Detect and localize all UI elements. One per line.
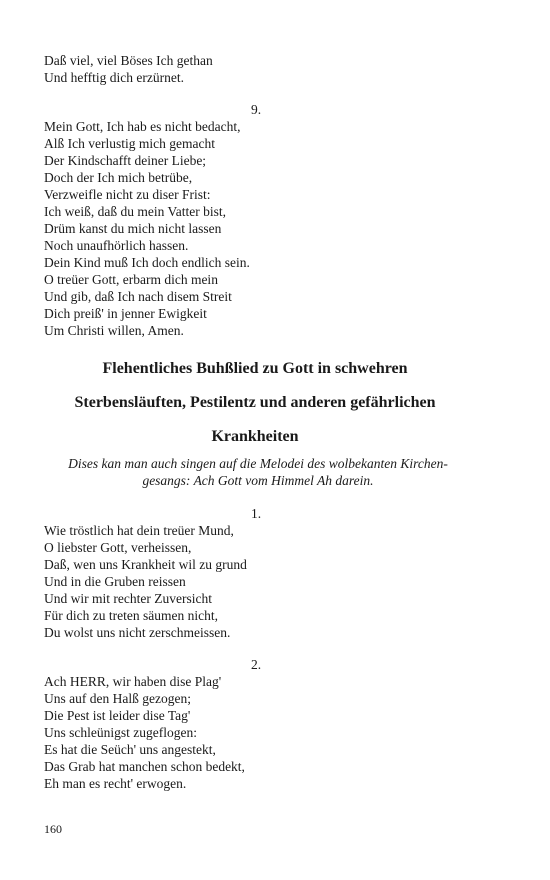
verse-line: Alß Ich verlustig mich gemacht (44, 136, 215, 151)
song-title-line-2: Sterbensläuften, Pestilentz und anderen gefährlichen (74, 394, 436, 411)
verse-line: Drüm kanst du mich nicht lassen (44, 221, 222, 236)
verse-line: Doch der Ich mich betrübe, (44, 170, 193, 185)
verse-line: Um Christi willen, Amen. (44, 323, 184, 338)
song-subtitle (38, 455, 478, 489)
stanza-number: 9. (250, 102, 262, 117)
verse-line: Es hat die Seüch' uns angestekt, (44, 742, 216, 757)
verse-line: Dich preiß' in jenner Ewigkeit (44, 306, 207, 321)
verse-line: Du wolst uns nicht zerschmeissen. (44, 625, 231, 640)
verse-line: Noch unaufhörlich hassen. (44, 238, 189, 253)
subtitle-line: gesangs: Ach Gott vom Himmel Ah darein. (142, 473, 374, 488)
verse-line: Und gib, daß Ich nach disem Streit (44, 289, 232, 304)
verse-line: Verzweifle nicht zu diser Frist: (44, 187, 211, 202)
verse-line: Das Grab hat manchen schon bedekt, (44, 759, 245, 774)
verse-line: O treüer Gott, erbarm dich mein (44, 272, 218, 287)
verse-line: Dein Kind muß Ich doch endlich sein. (44, 255, 250, 270)
verse-line: Uns auf den Halß gezogen; (44, 691, 191, 706)
verse-line: Und hefftig dich erzürnet. (44, 70, 184, 85)
stanza-2 (44, 656, 484, 792)
page-number: 160 (44, 822, 62, 836)
verse-line: Ach HERR, wir haben dise Plag' (44, 674, 222, 689)
verse-line: Eh man es recht' erwogen. (44, 776, 187, 791)
verse-line: Ich weiß, daß du mein Vatter bist, (44, 204, 226, 219)
verse-line: Daß viel, viel Böses Ich gethan (44, 53, 213, 68)
verse-line: Uns schleünigst zugeflogen: (44, 725, 197, 740)
verse-line: Mein Gott, Ich hab es nicht bedacht, (44, 119, 241, 134)
stanza-9 (44, 101, 484, 339)
stanza-number: 2. (250, 657, 262, 672)
subtitle-line: Dises kan man auch singen auf die Melodei des wolbekanten Kirchen- (68, 456, 448, 471)
verse-line: Und wir mit rechter Zuversicht (44, 591, 212, 606)
verse-line: Und in die Gruben reissen (44, 574, 186, 589)
verse-line: Der Kindschafft deiner Liebe; (44, 153, 207, 168)
verse-line: O liebster Gott, verheissen, (44, 540, 192, 555)
stanza-1 (44, 505, 484, 641)
verse-line: Die Pest ist leider dise Tag' (44, 708, 191, 723)
verse-line: Für dich zu treten säumen nicht, (44, 608, 218, 623)
stanza-8-end (44, 52, 484, 86)
verse-line: Wie tröstlich hat dein treüer Mund, (44, 523, 234, 538)
song-title-line-1: Flehentliches Buhßlied zu Gott in schwehren (102, 360, 408, 377)
verse-line: Daß, wen uns Krankheit wil zu grund (44, 557, 247, 572)
stanza-number: 1. (250, 506, 262, 521)
song-title-line-3: Krankheiten (211, 428, 299, 445)
